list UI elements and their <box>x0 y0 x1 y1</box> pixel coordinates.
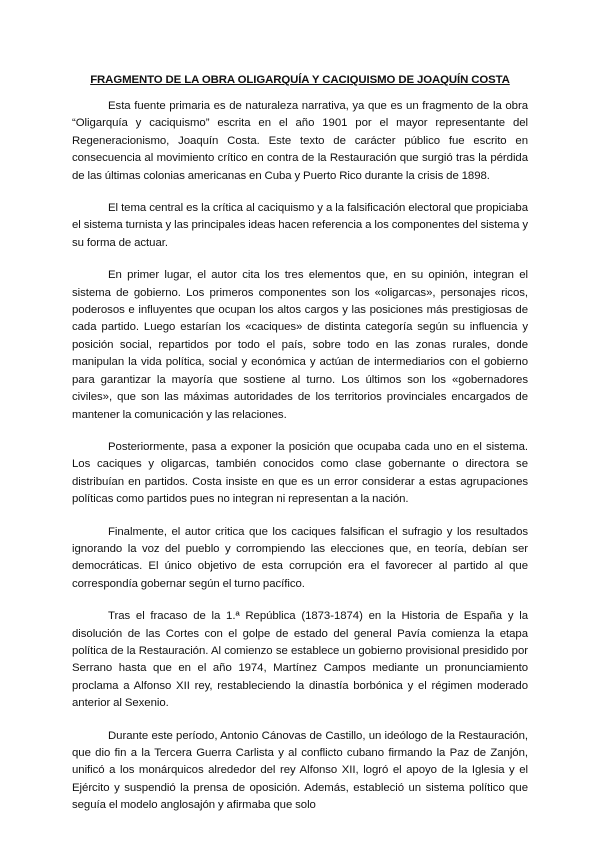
paragraph-three-elements: En primer lugar, el autor cita los tres elementos que, en su opinión, integran el sistema de gobierno. Los primeros componentes son los «oligarcas», personajes ricos, poderosos e influyentes que ocupan los altos cargos y las posiciones más prestigiosas de cada partido. Luego estarían los «caciques» de distinta categoría según su influencia y posición social, repartidos por todo el país, sobre todo en las zonas rurales, donde manipulan la vida política, social y económica y actúan de intermediarios con el gobierno para garantizar la mayoría que sostiene al turno. Los últimos son los «gobernadores civiles», que son las máximas autoridades de los territorios provinciales encargados de mantener la comunicación y las relaciones. <box>72 269 528 421</box>
paragraph-intro: Esta fuente primaria es de naturaleza narrativa, ya que es un fragmento de la obra “Oligarquía y caciquismo” escrita en el año 1901 por el mayor representante del Regeneracionismo, Joaquín Costa. Este texto de carácter público fue escrito en consecuencia al movimiento crítico en contra de la Restauración que surgió tras la pérdida de las últimas colonias americanas en Cuba y Puerto Rico durante la crisis de 1898. <box>72 100 528 182</box>
paragraph-position: Posteriormente, pasa a exponer la posición que ocupaba cada uno en el sistema. Los caciques y oligarcas, también conocidos como clase gobernante o directora se distribuían en partidos. Costa insiste en que es un error considerar a estas agrupaciones políticas como partidos pues no integran ni representan a la nación. <box>72 440 528 506</box>
paragraph-canovas: Durante este período, Antonio Cánovas de Castillo, un ideólogo de la Restauración, que dio fin a la Tercera Guerra Carlista y al conflicto cubano firmando la Paz de Zanjón, unificó a los monárquicos alrededor del rey Alfonso XII, logró el apoyo de la Iglesia y el Ejército y suspendió la prensa de oposición. Además, estableció un sistema político que seguía el modelo anglosajón y afirmaba que solo <box>72 729 528 812</box>
paragraph-central-theme: El tema central es la crítica al caciquismo y a la falsificación electoral que propiciaba el sistema turnista y las principales ideas hacen referencia a los componentes del sistema y su forma de actuar. <box>72 202 528 249</box>
paragraph-falsification: Finalmente, el autor critica que los caciques falsifican el sufragio y los resultados ignorando la voz del pueblo y corrompiendo las elecciones que, en teoría, debían ser democráticas. El único objetivo de esta corrupción era el favorecer al partido al que correspondía gobernar según el turno pacífico. <box>72 525 528 590</box>
document-page <box>72 72 528 830</box>
paragraph-first-republic: Tras el fracaso de la 1.ª República (1873-1874) en la Historia de España y la disolución de las Cortes con el golpe de estado del general Pavía comienza la etapa política de la Restauración. Al comienzo se establece un gobierno provisional presidido por Serrano hasta que en el año 1974, Martínez Campos mediante un pronunciamiento proclama a Alfonso XII rey, restableciendo la dinastía borbónica y el régimen moderado anterior al Sexenio. <box>72 610 528 710</box>
document-title: FRAGMENTO DE LA OBRA OLIGARQUÍA Y CACIQUISMO DE JOAQUÍN COSTA <box>90 74 510 86</box>
